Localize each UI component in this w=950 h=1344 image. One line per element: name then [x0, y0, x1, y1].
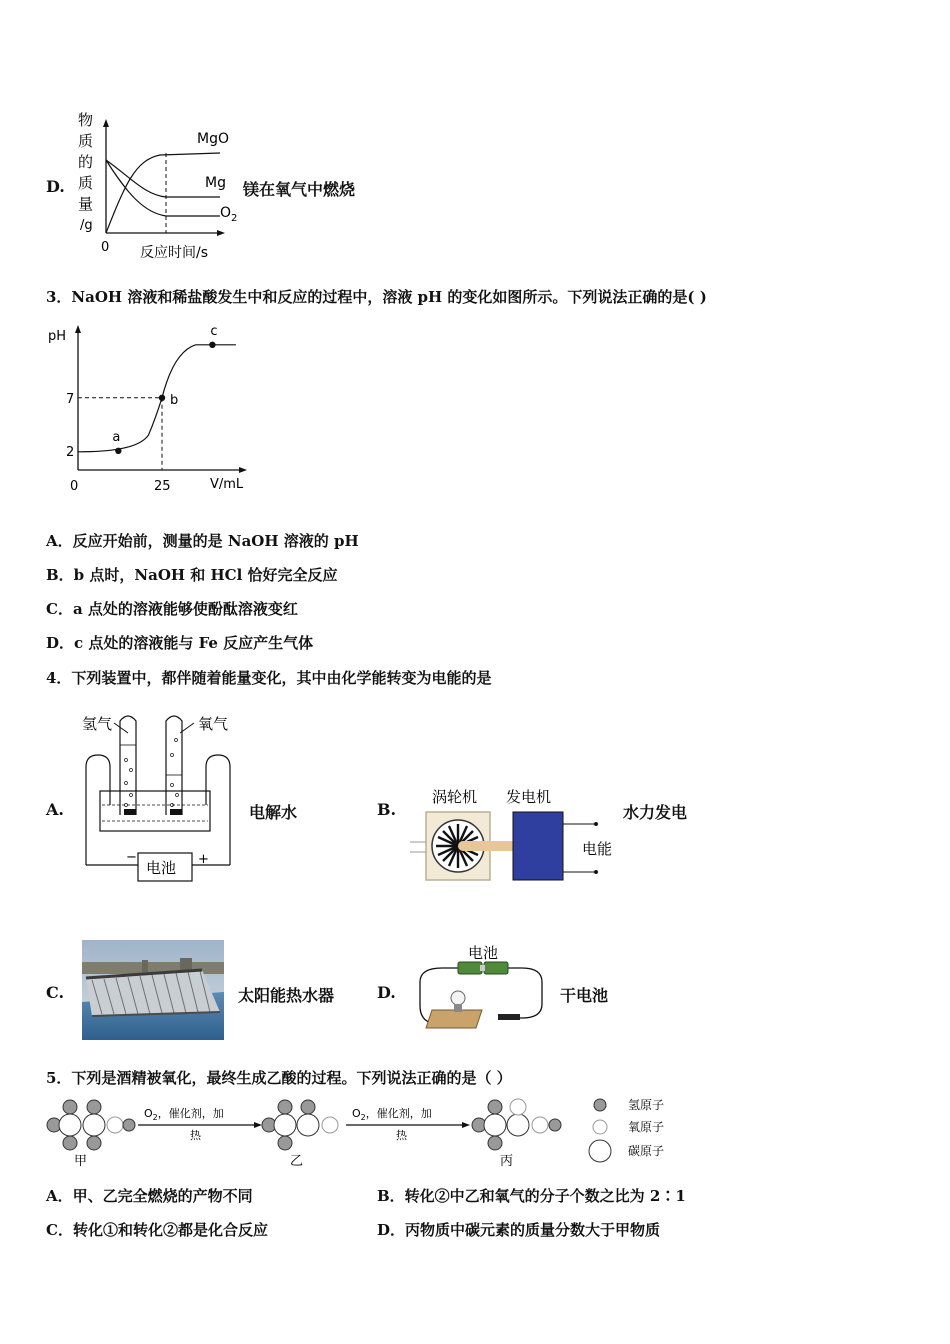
generator-label: 发电机 — [506, 788, 552, 806]
ylabel-char: 质 — [78, 174, 94, 192]
curve-label-mgo: MgO — [197, 131, 229, 147]
q4-c-letter: C. — [46, 983, 65, 1002]
q3-option-d: D．c 点处的溶液能与 Fe 反应产生气体 — [46, 634, 314, 652]
curve-label-o2: $O_2$ — [220, 205, 238, 224]
point-label-b: b — [170, 392, 179, 408]
hydro-power-diagram — [410, 780, 620, 890]
ylabel-char: 物 — [78, 111, 94, 129]
dry-battery-circuit — [412, 938, 552, 1038]
q4-b-letter: B. — [377, 800, 397, 819]
energy-label: 电能 — [582, 840, 613, 858]
legend-hydrogen: 氢原子 — [628, 1098, 665, 1112]
battery-label: 电池 — [146, 859, 177, 877]
q3-option-a: A．反应开始前，测量的是 NaOH 溶液的 pH — [46, 532, 359, 550]
q4-d-caption: 干电池 — [560, 986, 609, 1005]
y-tick-2: 2 — [66, 444, 75, 460]
mol1-label: 甲 — [74, 1154, 88, 1169]
ylabel-char: 量 — [78, 195, 94, 213]
option-d-letter: D. — [46, 177, 65, 196]
arrow2-top: $O_2$，催化剂，加 — [352, 1107, 432, 1122]
q5-option-a: A．甲、乙完全燃烧的产物不同 — [46, 1187, 253, 1205]
mg-combustion-graph — [70, 105, 250, 265]
ylabel-char: /g — [80, 218, 93, 233]
point-a — [115, 448, 121, 454]
ylabel-char: 的 — [78, 153, 94, 171]
q3-option-b: B．b 点时，NaOH 和 HCl 恰好完全反应 — [46, 566, 338, 584]
q4-c-caption: 太阳能热水器 — [238, 986, 335, 1005]
minus-sign: − — [126, 850, 137, 865]
point-label-a: a — [112, 429, 121, 445]
turbine-label: 涡轮机 — [432, 788, 478, 806]
legend-oxygen: 氧原子 — [628, 1120, 665, 1134]
molecule-bing — [472, 1099, 561, 1150]
q4-stem: 4．下列装置中，都伴随着能量变化，其中由化学能转变为电能的是 — [46, 669, 492, 687]
origin-label: 0 — [101, 240, 110, 255]
molecule-yi — [262, 1100, 338, 1150]
molecule-jia — [47, 1100, 135, 1150]
o2-curve — [106, 160, 220, 216]
ylabel-char: 质 — [78, 132, 94, 150]
q5-stem: 5．下列是酒精被氧化，最终生成乙酸的过程。下列说法正确的是（ ） — [46, 1069, 512, 1087]
curve-label-mg: Mg — [205, 175, 226, 191]
plus-sign: + — [198, 852, 209, 867]
option-d-caption: 镁在氧气中燃烧 — [243, 180, 356, 199]
q4-a-caption: 电解水 — [249, 803, 298, 822]
q4-d-letter: D. — [377, 983, 396, 1002]
ethanol-oxidation-diagram — [40, 1095, 710, 1170]
x-tick-25: 25 — [154, 479, 171, 494]
q3-option-c: C．a 点处的溶液能够使酚酞溶液变红 — [46, 600, 298, 618]
arrow1-top: $O_2$，催化剂，加 — [144, 1107, 224, 1122]
oxygen-label: 氧气 — [198, 715, 229, 733]
q5-option-b: B．转化②中乙和氧气的分子个数之比为 2∶1 — [377, 1187, 686, 1205]
x-axis-label: V/mL — [210, 477, 244, 492]
hydrogen-label: 氢气 — [82, 715, 113, 733]
q5-option-c: C．转化①和转化②都是化合反应 — [46, 1221, 268, 1239]
q4-b-caption: 水力发电 — [623, 803, 688, 822]
battery-label: 电池 — [468, 944, 499, 962]
x-tick-0: 0 — [70, 479, 79, 494]
point-b — [159, 395, 165, 401]
ph-chart — [42, 320, 272, 495]
y-tick-7: 7 — [66, 391, 75, 407]
electrolysis-diagram — [80, 705, 240, 890]
mol3-label: 丙 — [500, 1154, 514, 1169]
arrow2-bottom: 热 — [396, 1129, 407, 1142]
arrow1-bottom: 热 — [190, 1129, 201, 1142]
q3-stem: 3．NaOH 溶液和稀盐酸发生中和反应的过程中，溶液 pH 的变化如图所示。下列说法正确的是( ) — [46, 288, 707, 306]
mol2-label: 乙 — [290, 1154, 304, 1169]
solar-heater-photo — [82, 940, 224, 1040]
point-label-c: c — [210, 323, 218, 339]
q5-option-d: D．丙物质中碳元素的质量分数大于甲物质 — [377, 1221, 661, 1239]
xlabel: 反应时间/s — [140, 245, 209, 261]
point-c — [209, 342, 215, 348]
q4-a-letter: A. — [46, 800, 64, 819]
mgo-curve — [106, 153, 220, 233]
legend-carbon: 碳原子 — [628, 1144, 665, 1158]
y-axis-label: pH — [48, 329, 67, 344]
